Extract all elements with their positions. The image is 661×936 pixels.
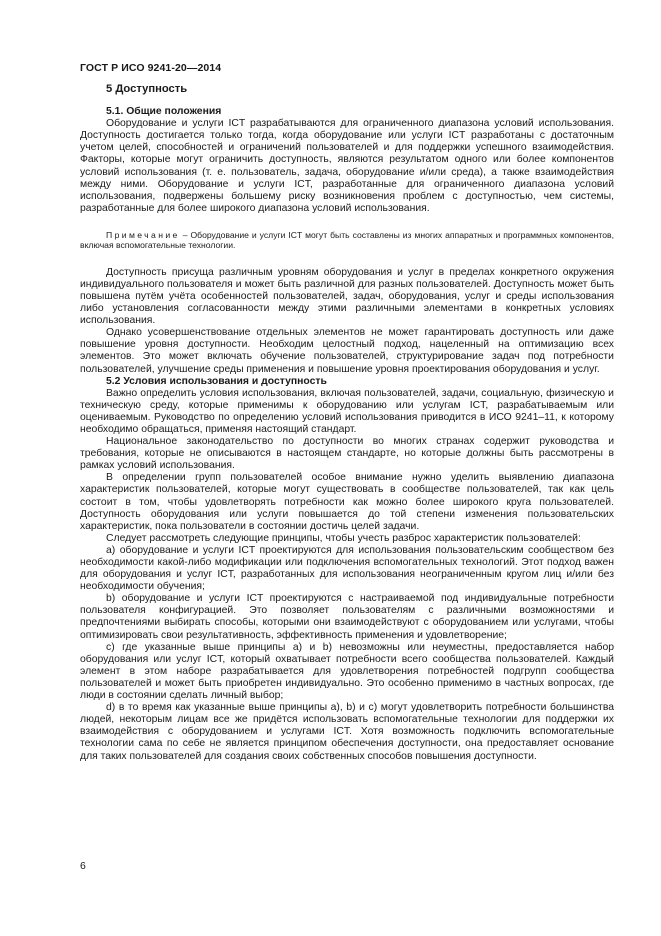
paragraph: Важно определить условия использования, включая пользователей, задачи, социальную, физическую и техническую среду, которые применимы к оборудованию или услугам ICT, разрабатываемым или оцениваемым. Руководство по определению условий использования приводится в ИСО 9241‒11, к которому необходимо обращаться, применяя настоящий стандарт. bbox=[80, 387, 614, 435]
note bbox=[80, 230, 614, 251]
list-item-d: d) в то время как указанные выше принципы а), b) и с) могут удовлетворить потребности большинства людей, некоторым лицам все же придётся использовать вспомогательные технологии для поддержки их взаимодействия с оборудованием и услугами ICT. Хотя возможность подключить вспомогательные технологии сама по себе не является принципом обеспечения доступности, она предоставляет основание для таких пользователей для создания своих собственных способов повышения доступности. bbox=[80, 702, 614, 762]
note-label: Примечание bbox=[106, 229, 180, 240]
section-title: 5 Доступность bbox=[106, 83, 188, 95]
list-item-a: а) оборудование и услуги ICT проектируются для использования пользовательским сообществом без необходимости какой-либо модификации или подключения вспомогательных технологий. Этот подход важен для оборудования и услуг ICT, разработанных для использования неограниченным кругом лиц и/или без необходимости обучения; bbox=[80, 544, 614, 593]
paragraph: Оборудование и услуги ICT разрабатываются для ограниченного диапазона условий использования. Доступность достигается только тогда, когда оборудование или услуги ICT разработаны с достаточным учетом целей, способностей и ограничений пользователей и для поддержки успешного взаимодействия. Факторы, которые могут ограничить доступность, являются результатом одного или более компонентов условий использования (т. е. пользователь, задача, оборудование и/или среда), а также взаимодействия между ними. Оборудование и услуги ICT, разработанные для ограниченного диапазона условий использования, подвержены большему риску возникновения проблем с доступностью, чем системы, разработанные для более широкого диапазона условий использования. bbox=[80, 118, 614, 214]
paragraph: Доступность присуща различным уровням оборудования и услуг в пределах конкретного окружения индивидуального пользователя и может быть различной для разных пользователей. Доступность может быть повышена путём учёта особенностей пользователей, задач, оборудования, услуг и среды использования либо установления согласованности между этими различными элементами в конкретных условиях использования. bbox=[80, 266, 614, 327]
standard-designation: ГОСТ Р ИСО 9241-20—2014 bbox=[80, 62, 222, 74]
subsection-title-context: 5.2 Условия использования и доступность bbox=[106, 375, 327, 387]
page-number: 6 bbox=[80, 860, 86, 872]
subsection-title-general: 5.1. Общие положения bbox=[106, 106, 222, 118]
paragraph: Следует рассмотреть следующие принципы, чтобы учесть разброс характеристик пользователей: bbox=[106, 532, 581, 544]
paragraph: Однако усовершенствование отдельных элементов не может гарантировать доступность или даже повышение уровня доступности. Необходим целостный подход, нацеленный на оптимизацию всех элементов. Это может включать обучение пользователей, структурирование задач под потребности пользователей, улучшение среды применения и повышение уровня проектирования оборудования и услуг. bbox=[80, 327, 614, 375]
list-item-c: c) где указанные выше принципы а) и b) невозможны или неуместны, предоставляется набор оборудования или услуг ICT, который охватывает потребности всего сообщества пользователей. Каждый элемент в этом наборе разрабатывается для удовлетворения потребностей подгрупп сообщества пользователей и может быть приобретен индивидуально. Это особенно применимо в частных вопросах, где люди в состоянии сделать личный выбор; bbox=[80, 641, 614, 702]
list-item-b: b) оборудование и услуги ICT проектируются с настраиваемой под индивидуальные потребности пользователя конфигурацией. Это позволяет пользователям с различными возможностями и предпочтениями выбирать способы, которыми они взаимодействуют с оборудованием или услугами, чтобы оптимизировать свои результативность, эффективность применения и удовлетворение; bbox=[80, 593, 614, 641]
paragraph: В определении групп пользователей особое внимание нужно уделить выявлению диапазона характеристик пользователей, которые могут существовать в сообществе пользователей, так как цель состоит в том, чтобы удовлетворять потребности как можно более широкого круга пользователей. Доступность оборудования или услуги повышается до той степени изменения пользовательских характеристик, пока пользователи в состоянии достичь целей задачи. bbox=[80, 472, 614, 532]
paragraph: Национальное законодательство по доступности во многих странах содержит руководства и требования, которые не описываются в настоящем стандарте, но которые должны быть рассмотрены в рамках условий использования. bbox=[80, 436, 614, 472]
note-text: – Оборудование и услуги ICT могут быть составлены из многих аппаратных и программных компонентов, включая вспомогательные технологии. bbox=[80, 229, 614, 251]
page-content bbox=[80, 83, 614, 763]
